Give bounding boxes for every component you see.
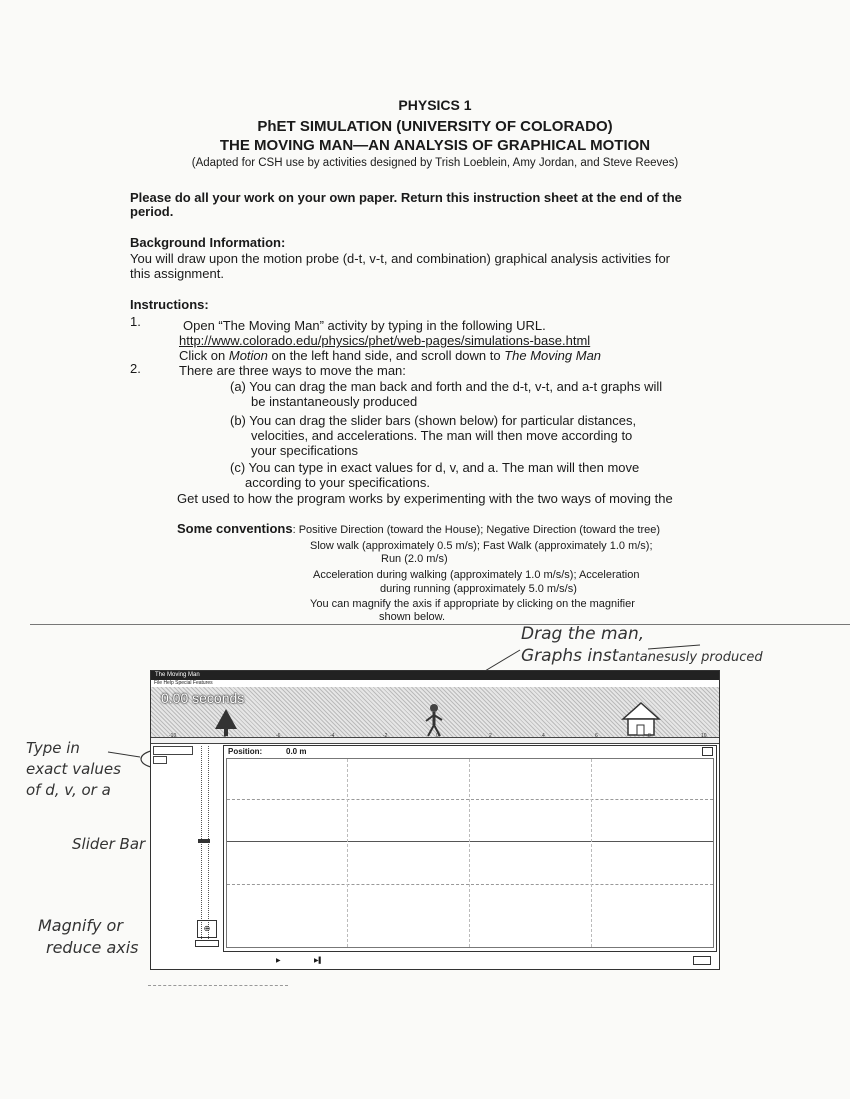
gridline [227, 799, 713, 800]
position-ruler [151, 733, 719, 744]
instructions-heading: Instructions: [130, 297, 209, 312]
background-line1: You will draw upon the motion probe (d-t, v-t, and combination) graphical analysis activities for [130, 251, 671, 266]
graph-minimize-button[interactable] [702, 747, 713, 756]
zero-axis [227, 841, 713, 842]
step-icon[interactable]: ▶▌ [314, 958, 323, 964]
ruler-tick: 8 [648, 733, 651, 739]
option-c-line1: (c) You can type in exact values for d, v, and a. The man will then move [230, 460, 640, 475]
ruler-tick: 0 [436, 733, 439, 739]
playback-bar [151, 952, 719, 968]
scan-artifact [148, 985, 288, 986]
moving-man-icon[interactable] [422, 703, 446, 737]
annotation-type-line1: Type in [26, 739, 80, 757]
annotation-slider: Slider Bar [72, 835, 146, 853]
conventions-label: Some conventions [177, 521, 293, 536]
conventions-line5: during running (approximately 5.0 m/s/s) [380, 583, 577, 595]
option-c-line2: according to your specifications. [245, 475, 430, 490]
position-label: Position: [228, 747, 263, 756]
option-b-line3: your specifications [251, 443, 358, 458]
step1-motion: Motion [228, 348, 268, 363]
step1-number: 1. [130, 314, 141, 329]
step1-click-b: on the left hand side, and scroll down to [267, 348, 505, 363]
timer-display: 0.00 seconds [161, 690, 245, 706]
option-b-line2: velocities, and accelerations. The man will then move according to [251, 428, 633, 443]
drag-arrow-tick [648, 645, 700, 649]
step1-moving-man: The Moving Man [504, 348, 602, 363]
position-value: 0.0 m [286, 747, 307, 756]
annotation-drag-line2b: antanesusly produced [618, 650, 763, 665]
step2-text: There are three ways to move the man: [179, 363, 406, 378]
background-line2: this assignment. [130, 266, 224, 281]
conventions-line2: Slow walk (approximately 0.5 m/s); Fast Walk (approximately 1.0 m/s); [310, 540, 653, 552]
option-a-line1: (a) You can drag the man back and forth and the d-t, v-t, and a-t graphs will [230, 379, 663, 394]
conventions-line3: Run (2.0 m/s) [381, 553, 448, 565]
type-arrow-line [108, 752, 140, 757]
window-title-bar: The Moving Man [151, 671, 719, 680]
ruler-tick: 6 [595, 733, 598, 739]
gridline [469, 759, 470, 947]
page-title-line1: PHYSICS 1 [398, 97, 472, 113]
step1-click-a: Click on [179, 348, 229, 363]
step1-text: Open “The Moving Man” activity by typing in the following URL. [183, 318, 546, 333]
simulation-scene [151, 687, 719, 737]
annotation-magnify-line1: Magnify or [38, 916, 123, 935]
page-subtitle: (Adapted for CSH use by activities designed by Trish Loeblein, Amy Jordan, and Steve Reeves) [191, 157, 679, 169]
gridline [227, 884, 713, 885]
conventions-line7: shown below. [379, 611, 446, 623]
play-icon[interactable]: ▶ [276, 958, 281, 964]
go-button[interactable] [153, 756, 167, 764]
ruler-tick: 4 [542, 733, 545, 739]
zoom-button[interactable] [195, 940, 219, 947]
option-a-line2: be instantaneously produced [251, 394, 418, 409]
gridline [591, 759, 592, 947]
simulation-screenshot [150, 670, 720, 970]
gridline [347, 759, 348, 947]
get-used-line: Get used to how the program works by experimenting with the two ways of moving the [177, 491, 673, 506]
position-input[interactable] [153, 746, 193, 755]
annotation-type-line3: of d, v, or a [26, 781, 111, 799]
menu-bar: File Help Special Features [154, 680, 213, 686]
page-title-line3: THE MOVING MAN—AN ANALYSIS OF GRAPHICAL MOTION [219, 137, 651, 154]
slider-thumb[interactable] [198, 839, 210, 843]
ruler-tick: 2 [489, 733, 492, 739]
notice-line2: period. [130, 204, 174, 219]
page-title-line2: PhET SIMULATION (UNIVERSITY OF COLORADO) [257, 118, 613, 135]
ruler-tick: -8 [222, 733, 227, 739]
position-slider-track[interactable] [201, 746, 209, 941]
annotation-drag-line2a: Graphs inst [521, 646, 619, 666]
house-icon [621, 701, 661, 737]
magnify-icon[interactable]: ⊕ [197, 920, 217, 938]
help-button[interactable] [693, 956, 711, 965]
step2-number: 2. [130, 361, 141, 376]
conventions-line6: You can magnify the axis if appropriate by clicking on the magnifier [310, 598, 635, 610]
notice-line1: Please do all your work on your own paper. Return this instruction sheet at the end of the [130, 190, 682, 205]
simulation-url-link[interactable]: http://www.colorado.edu/physics/phet/web-pages/simulations-base.html [179, 333, 591, 348]
annotation-magnify-line2: reduce axis [46, 938, 139, 957]
annotation-drag-line1: Drag the man, [521, 624, 645, 644]
ruler-tick: -6 [276, 733, 281, 739]
ruler-tick: -10 [169, 733, 177, 739]
option-b-line1: (b) You can drag the slider bars (shown below) for particular distances, [230, 413, 637, 428]
annotation-type-line2: exact values [26, 760, 121, 778]
ruler-tick: -2 [383, 733, 388, 739]
control-panel [151, 744, 221, 949]
ruler-tick: 10 [701, 733, 707, 739]
background-heading: Background Information: [130, 235, 286, 250]
ruler-tick: -4 [330, 733, 335, 739]
conventions-text1: : Positive Direction (toward the House); Negative Direction (toward the tree) [292, 524, 661, 536]
position-graph [223, 745, 717, 952]
conventions-line4: Acceleration during walking (approximately 1.0 m/s/s); Acceleration [313, 569, 640, 581]
graph-plot-area [226, 758, 714, 948]
